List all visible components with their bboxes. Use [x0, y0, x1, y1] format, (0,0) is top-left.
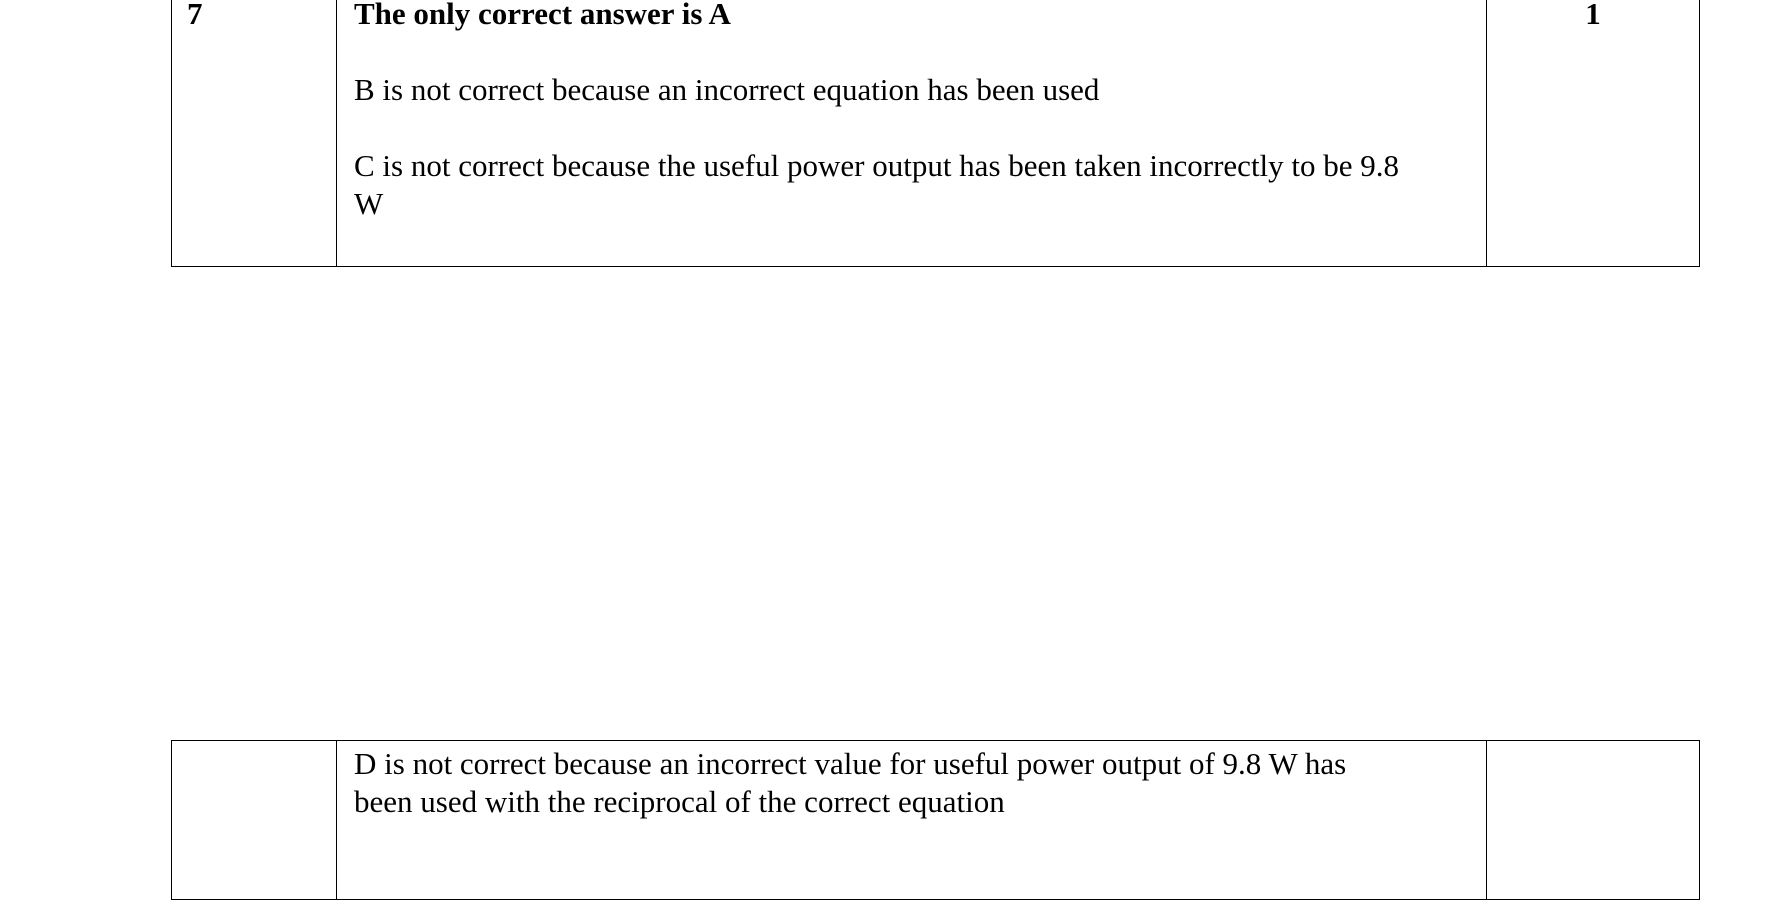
- table-row: [172, 741, 1700, 900]
- mark-scheme-table-continued: [171, 740, 1700, 900]
- question-number-empty: [172, 741, 337, 900]
- correct-answer-heading: The only correct answer is A: [354, 0, 731, 31]
- answer-cell: [337, 741, 1487, 900]
- mark-scheme-table: [171, 0, 1700, 267]
- question-number: 7: [172, 0, 337, 267]
- mark-value: 1: [1487, 0, 1700, 267]
- distractor-explanation-c: C is not correct because the useful power output has been taken incorrectly to be 9.8 W: [354, 148, 1400, 221]
- distractor-explanation-d: D is not correct because an incorrect value for useful power output of 9.8 W has been used with the reciprocal of the correct equation: [354, 746, 1347, 819]
- table-row: [172, 0, 1700, 267]
- answer-cell: [337, 0, 1487, 267]
- distractor-explanation-b: B is not correct because an incorrect equation has been used: [354, 72, 1100, 107]
- mark-value-empty: [1487, 741, 1700, 900]
